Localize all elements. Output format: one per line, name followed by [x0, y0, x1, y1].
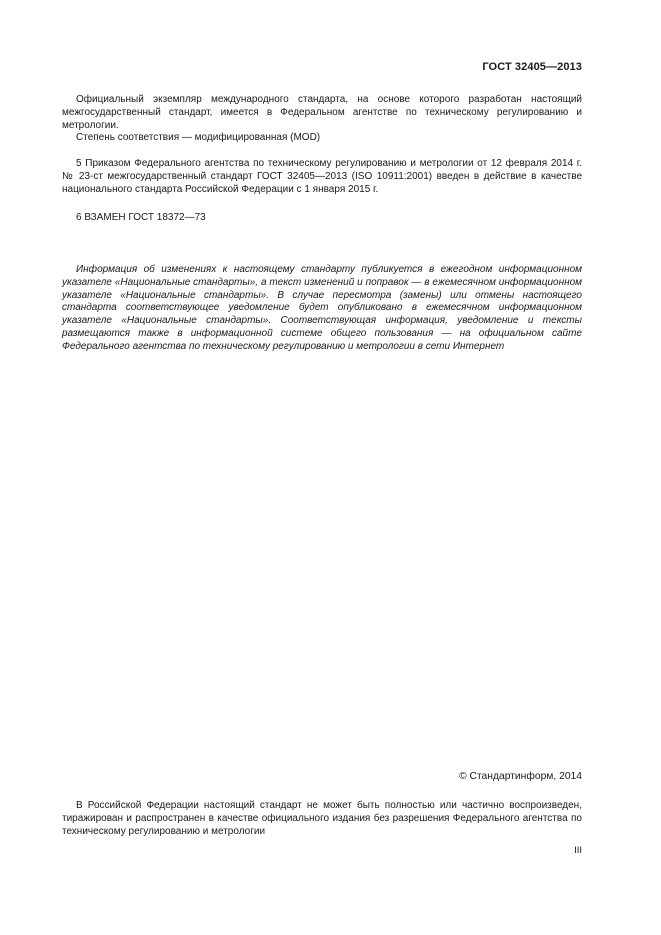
order-section [62, 158, 582, 196]
reference-section [62, 94, 582, 145]
changes-info-note [62, 264, 582, 354]
changes-info-paragraph: Информация об изменениях к настоящему стандарту публикуется в ежегодном информационном указателе «Национальные стандарты», а текст изменений и поправок — в ежемесячном информационном указателе «Национальные стандарты». В случае пересмотра (замены) или отмены настоящего стандарта соответствующее уведомление будет опубликовано в ежемесячном информационном указателе «Национальные стандарты». Соответствующая информация, уведомление и тексты размещаются также в информационной системе общего пользования — на официальном сайте Федерального агентства по техническому регулированию и метрологии в сети Интернет [62, 264, 582, 352]
replacement-section [62, 212, 582, 225]
order-paragraph: 5 Приказом Федерального агентства по техническому регулированию и метрологии от 12 февраля 2014 г. № 23-ст межгосударственный стандарт ГОСТ 32405—2013 (ISO 10911:2001) введен в действие в качестве национального стандарта Российской Федерации с 1 января 2015 г. [62, 158, 582, 195]
copyright-notice: © Стандартинформ, 2014 [459, 771, 582, 782]
document-code-header: ГОСТ 32405—2013 [482, 61, 582, 73]
restriction-section [62, 800, 582, 838]
conformity-degree-paragraph: Степень соответствия — модифицированная (MOD) [76, 132, 321, 144]
page-number: III [574, 845, 582, 856]
reference-paragraph: Официальный экземпляр международного стандарта, на основе которого разработан настоящий межгосударственный стандарт, имеется в Федеральном агентстве по техническому регулированию и метрологии. [62, 94, 582, 131]
replacement-paragraph: 6 ВЗАМЕН ГОСТ 18372—73 [76, 212, 206, 223]
restriction-paragraph: В Российской Федерации настоящий стандарт не может быть полностью или частично воспроизведен, тиражирован и распространен в качестве официального издания без разрешения Федерального агентства по техническому регулированию и метрологии [62, 800, 582, 837]
